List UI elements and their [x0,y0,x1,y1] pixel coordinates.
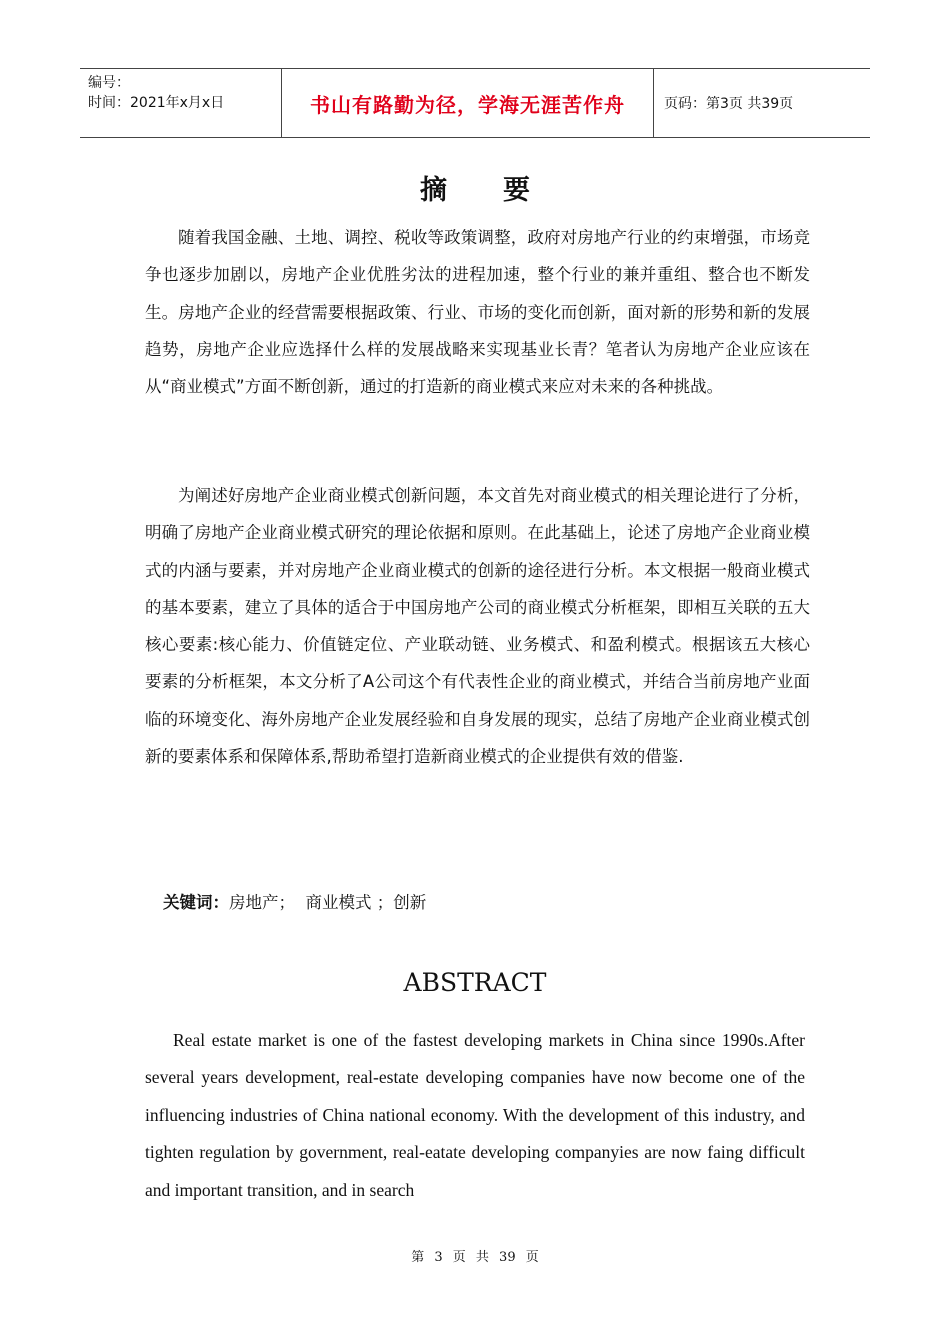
header-page-info: 页码：第3页 共39页 [664,96,794,112]
document-number-label: 编号： [88,75,130,91]
page-header [80,68,870,138]
header-left-cell [80,69,281,137]
abstract-zh-paragraph-1: 随着我国金融、土地、调控、税收等政策调整，政府对房地产行业的约束增强，市场竞争也逐步加剧以，房地产企业优胜劣汰的进程加速，整个行业的兼并重组、整合也不断发生。房地产企业的经营需要根据政策、行业、市场的变化而创新，面对新的形势和新的发展趋势，房地产企业应选择什么样的发展战略来实现基业长青？笔者认为房地产企业应该在从“商业模式”方面不断创新，通过的打造新的商业模式来应对未来的各种挑战。 [145,228,810,397]
keywords-label: 关键词： [163,893,229,912]
abstract-title-en: ABSTRACT [403,968,547,997]
page-footer: 第 3 页 共 39 页 [411,1250,539,1265]
keywords-text: 房地产； 商业模式 ；创新 [229,893,427,912]
document-time-label: 时间：2021年x月x日 [88,95,225,111]
abstract-zh-paragraph-2: 为阐述好房地产企业商业模式创新问题，本文首先对商业模式的相关理论进行了分析，明确了房地产企业商业模式研究的理论依据和原则。在此基础上，论述了房地产企业商业模式的内涵与要素，并对房地产企业商业模式的创新的途径进行分析。本文根据一般商业模式的基本要素，建立了具体的适合于中国房地产公司的商业模式分析框架，即相互关联的五大核心要素:核心能力、价值链定位、产业联动链、业务模式、和盈利模式。根据该五大核心要素的分析框架，本文分析了A公司这个有代表性企业的商业模式，并结合当前房地产业面临的环境变化、海外房地产企业发展经验和自身发展的现实，总结了房地产企业商业模式创新的要素体系和保障体系,帮助希望打造新商业模式的企业提供有效的借鉴. [145,486,810,767]
keywords-line [163,889,426,913]
header-motto: 书山有路勤为径，学海无涯苦作舟 [281,69,654,137]
abstract-en-paragraph: Real estate market is one of the fastest developing markets in China since 1990s.After several years development, real-estate developing companies have now become one of the influencing industries of China national economy. With the development of this industry, and tighten regulation by government, real-eatate developing companyies are now faing difficult and important transition, and in search [145,1030,805,1200]
abstract-title-zh: 摘要 [420,175,586,206]
